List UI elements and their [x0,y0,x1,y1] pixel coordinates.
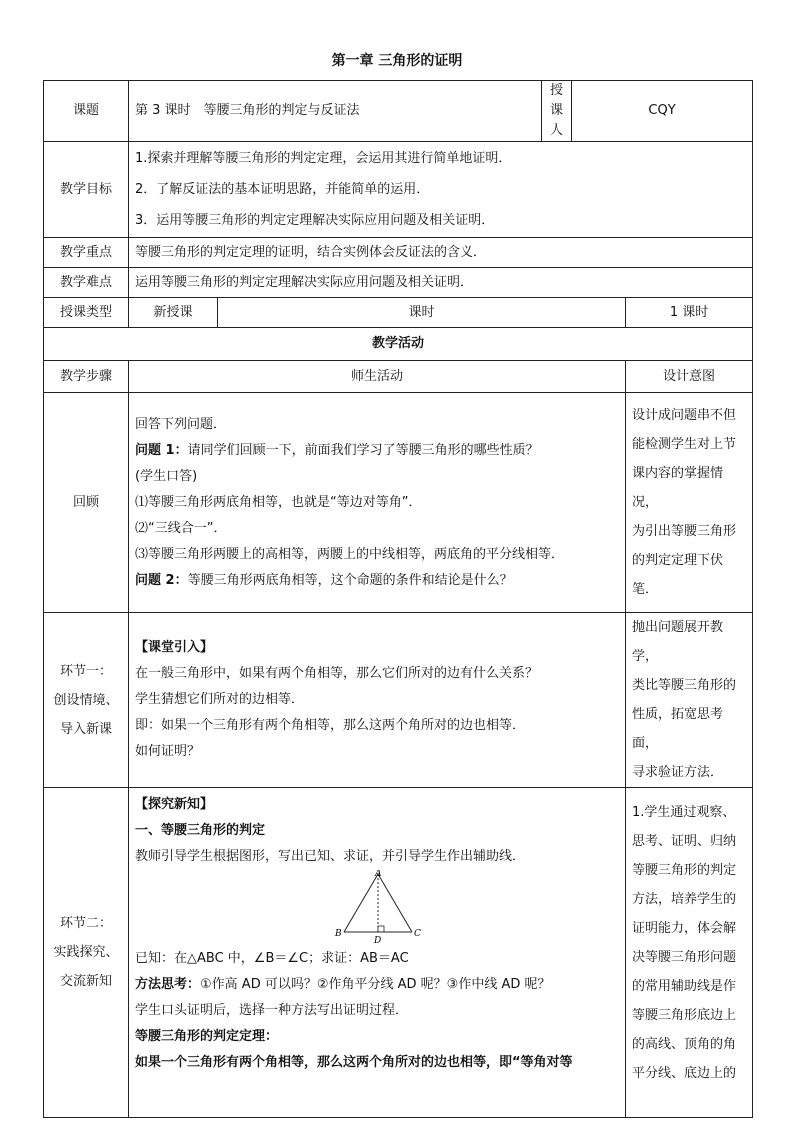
intro-line: 即：如果一个三角形有两个角相等，那么这两个角所对的边也相等． [135,718,526,733]
goals-row [44,142,753,238]
review-line: ⑵“三线合一”． [135,520,227,536]
hours-value: 1 课时 [626,298,753,328]
columns-row [44,361,753,393]
goal-item: 1.探索并理解等腰三角形的判定定理，会运用其进行简单地证明． [135,151,512,166]
given-statement: 已知：在△ABC 中，∠B＝∠C；求证：AB＝AC [135,951,409,966]
explore-intent [626,788,753,1118]
goal-item: 2．了解反证法的基本证明思路，并能简单的运用． [135,182,430,197]
intro-line: 学生猜想它们所对的边相等． [135,692,305,707]
key-points-text: 等腰三角形的判定定理的证明，结合实例体会反证法的含义． [129,238,753,268]
key-points-label: 教学重点 [44,238,129,268]
intent-line: 类比等腰三角形的 [632,678,737,693]
label-a: A [375,870,382,879]
difficulties-label: 教学难点 [44,268,129,298]
difficulties-text: 运用等腰三角形的判定定理解决实际应用问题及相关证明． [129,268,753,298]
intent-line: 能检测学生对上节 [632,437,737,452]
review-intent [626,393,753,613]
col-step: 教学步骤 [44,361,129,393]
intro-activity [129,613,626,788]
topic-value: 第 3 课时 等腰三角形的判定与反证法 [129,81,542,142]
question-1-text: 请同学们回顾一下，前面我们学习了等腰三角形的哪些性质？ [187,442,539,458]
hours-label: 课时 [218,298,626,328]
question-1-label: 问题 1： [135,442,188,458]
triangle-figure [135,870,619,946]
intro-heading: 【课堂引入】 [135,640,214,655]
explore-step [44,788,129,1118]
intent-line: 笔． [632,582,659,597]
col-activity: 师生活动 [129,361,626,393]
step-line: 实践探究、 [53,945,119,960]
intent-line: 决等腰三角形问题 [632,950,737,965]
question-2-label: 问题 2： [135,572,188,588]
topic-label: 课题 [44,81,129,142]
intent-line: 思考、证明、归纳 [632,834,737,849]
goals-label: 教学目标 [44,142,129,238]
intro-row [44,613,753,788]
step-line: 环节一： [59,663,112,679]
method-line [135,972,619,998]
method-text: ①作高 AD 可以吗？②作角平分线 AD 呢？③作中线 AD 呢？ [200,977,551,992]
step-line: 环节二： [59,916,112,931]
review-question-2 [135,568,619,594]
teacher-label-text: 授课人 [550,83,564,138]
lesson-type-row [44,298,753,328]
intent-line: 方法，培养学生的 [632,892,737,907]
col-intent: 设计意图 [626,361,753,393]
theorem-text: 如果一个三角形有两个角相等，那么这两个角所对的边也相等，即“等角对等 [135,1055,573,1070]
key-points-row [44,238,753,268]
intent-line: 证明能力，体会解 [632,921,737,936]
intent-line: 的常用辅助线是作 [632,979,737,994]
review-line: ⑴等腰三角形两底角相等，也就是“等边对等角”． [135,494,422,510]
lesson-type-label: 授课类型 [44,298,129,328]
intent-line: 平分线、底边上的 [632,1066,737,1081]
intro-line: 如何证明？ [135,744,201,759]
intent-line: 为引出等腰三角形 [632,524,737,539]
topic-row [44,81,753,142]
review-line: ⑶等腰三角形两腰上的高相等，两腰上的中线相等，两底角的平分线相等． [135,546,565,562]
lesson-plan-table [43,80,753,1118]
intent-line: 抛出问题展开教学， [632,620,724,664]
activities-header-row [44,328,753,361]
intent-line: 的判定定理下伏 [632,553,724,568]
activities-header: 教学活动 [44,328,753,361]
intent-line: 等腰三角形底边上 [632,1008,737,1023]
explore-heading: 【探究新知】 [135,797,214,812]
side-ac [378,874,412,932]
intro-step [44,613,129,788]
teacher-value: CQY [572,81,753,142]
page-title: 第一章 三角形的证明 [331,53,463,69]
explore-line: 学生口头证明后，选择一种方法写出证明过程． [135,1003,409,1018]
explore-subheading: 一、等腰三角形的判定 [135,823,266,838]
label-b: B [335,929,342,939]
intro-intent [626,613,753,788]
step-line: 导入新课 [59,721,112,737]
question-2-text: 等腰三角形两底角相等，这个命题的条件和结论是什么？ [187,572,513,588]
review-line: 回答下列问题． [135,416,227,432]
theorem-label: 等腰三角形的判定定理： [135,1029,279,1044]
label-c: C [414,929,421,939]
explore-line: 教师引导学生根据图形，写出已知、求证，并引导学生作出辅助线． [135,849,526,864]
intent-line: 等腰三角形的判定 [632,863,737,878]
isosceles-triangle-diagram [332,870,422,946]
intent-line: 寻求验证方法． [632,765,724,780]
method-label: 方法思考： [135,977,201,992]
step-line: 创设情境、 [53,692,119,708]
intent-line: 的高线、顶角的角 [632,1037,737,1052]
side-ab [344,874,378,932]
explore-activity [129,788,626,1118]
lesson-type-value: 新授课 [129,298,218,328]
teacher-label [542,81,572,142]
review-activity [129,393,626,613]
intro-line: 在一般三角形中，如果有两个角相等，那么它们所对的边有什么关系？ [135,666,539,681]
goal-item: 3．运用等腰三角形的判定定理解决实际应用问题及相关证明． [135,213,495,228]
explore-row [44,788,753,1118]
review-line: (学生口答) [135,468,198,484]
goals-list [129,142,753,238]
review-row [44,393,753,613]
review-question-1 [135,438,619,464]
right-angle-mark [378,926,384,932]
step-line: 交流新知 [59,974,112,989]
intent-line: 性质，拓宽思考面， [632,707,724,751]
intent-line: 1.学生通过观察、 [632,805,736,820]
label-d: D [374,936,382,946]
intent-line: 设计成问题串不但 [632,408,737,423]
review-step: 回顾 [44,393,129,613]
intent-line: 课内容的掌握情况， [632,466,724,510]
difficulties-row [44,268,753,298]
